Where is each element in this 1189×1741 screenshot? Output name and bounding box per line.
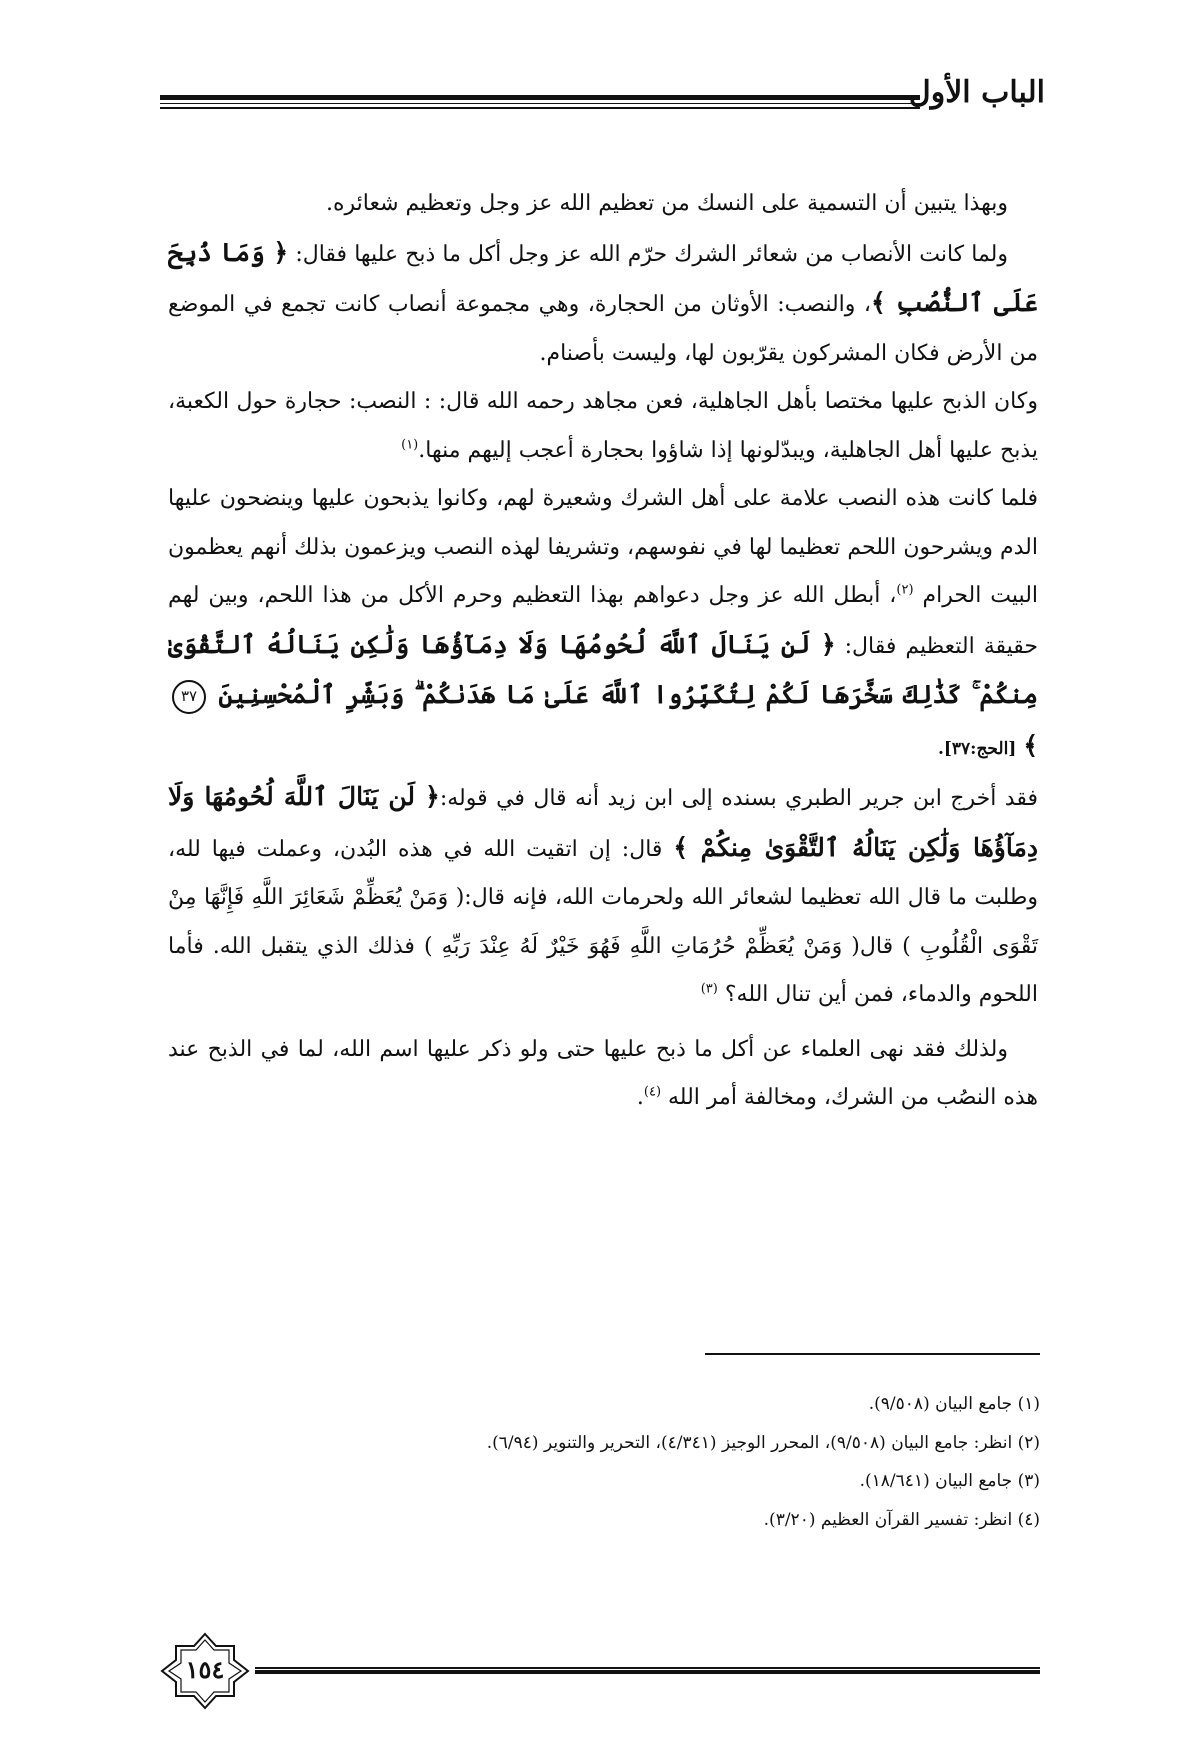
footnote-1: (١) جامع البيان (٩/٥٠٨). <box>868 1394 1040 1414</box>
footnote-ref-2[interactable]: (٢) <box>896 582 914 598</box>
quran-verse-close: ﴾ <box>1023 730 1038 760</box>
paragraph-3 <box>168 378 1038 475</box>
paragraph-5 <box>168 773 1038 1020</box>
footnote-2: (٢) انظر: جامع البيان (٩/٥٠٨)، المحرر الوجيز (٤/٣٤١)، التحرير والتنوير (٦/٩٤). <box>486 1432 1040 1453</box>
paragraph-2-rest: ، والنصب: الأوثان من الحجارة، وهي مجموعة أنصاب كانت تجمع في الموضع من الأرض فكان المشركون يقرّبون لها، وليست بأصنام. <box>168 292 1038 366</box>
footer-rule <box>255 1667 1040 1674</box>
quran-verse-nusub: ﴿ وَمَا ذُبِحَ عَلَى ٱلنُّصُبِ ﴾ <box>168 237 1038 317</box>
paragraph-6-end: . <box>636 1085 644 1110</box>
paragraph-6 <box>168 1026 1038 1123</box>
footnote-ref-3[interactable]: (٣) <box>700 981 718 997</box>
paragraph-2-intro: ولما كانت الأنصاب من شعائر الشرك حرّم الله عز وجل أكل ما ذبح عليها فقال: <box>295 241 1009 267</box>
footnote-ref-1[interactable]: (١) <box>401 437 419 453</box>
paragraph-4-text-b: ، أبطل الله عز وجل دعواهم بهذا التعظيم وحرم الأكل من هذا اللحم، وبين لهم حقيقة التعظيم فقال: <box>168 583 1039 659</box>
header-rule <box>160 95 920 109</box>
paragraph-1: وبهذا يتبين أن التسمية على النسك من تعظيم الله عز وجل وتعظيم شعائره. <box>326 191 1008 216</box>
footnotes <box>168 1385 1040 1539</box>
quran-verse-hajj-37: ﴿ لَن يَنَالَ ٱللَّهَ لُحُومُهَا وَلَا دِمَآؤُهَا وَلَٰكِن يَنَالُهُ ٱلتَّقْوَىٰ مِنكُمْ ۚ كَذَٰلِكَ سَخَّرَهَا لَكُمْ لِتُكَبِّرُوا ٱللَّهَ عَلَىٰ مَا هَدَىٰكُمْ ۗ وَبَشِّرِ ٱلْمُحْسِنِينَ <box>168 629 1038 709</box>
chapter-title: الباب الأول <box>908 75 1045 110</box>
paragraph-4-text-a: فلما كانت هذه النصب علامة على أهل الشرك وشعيرة لهم، وكانوا يذبحون عليها وينضحون عليها الدم ويشرحون اللحم تعظيما لها في نفوسهم، وتشريفا لهذه النصب ويزعمون بذلك أنهم يعظمون البيت الحرام <box>168 486 1039 608</box>
paragraph-3-text: وكان الذبح عليها مختصا بأهل الجاهلية، فعن مجاهد رحمه الله قال: : النصب: حجارة حول الكعبة، يذبح عليها أهل الجاهلية، ويبدّلونها إذا شاؤوا بحجارة أعجب إليهم منها. <box>168 389 1038 463</box>
verse-reference: [الحج:٣٧]. <box>937 738 1017 759</box>
paragraph-5-text-b: قال: إن اتقيت الله في هذه البُدن، وعملت فيها لله، وطلبت ما قال الله تعظيما لشعائر الله ولحرمات الله، فإنه قال:( وَمَنْ يُعَظِّمْ شَعَائِرَ اللَّهِ فَإِنَّهَا مِنْ تَقْوَى الْقُلُوبِ ) قال( وَمَنْ يُعَظِّمْ حُرُمَاتِ اللَّهِ فَهُوَ خَيْرٌ لَهُ عِنْدَ رَبِّهِ ) فذلك الذي يتقبل الله. فأما اللحوم والدماء، فمن أين تنال الله؟ <box>168 836 1038 1007</box>
footnote-3: (٣) جامع البيان (١٨/٦٤١). <box>859 1471 1040 1491</box>
paragraph-2 <box>168 229 1038 379</box>
page-body <box>168 180 1038 1123</box>
paragraph-6-text: ولذلك فقد نهى العلماء عن أكل ما ذبح عليها حتى ولو ذكر عليها اسم الله، لما في الذبح عند هذه النصُب من الشرك، ومخالفة أمر الله <box>168 1036 1038 1110</box>
paragraph-5-text-a: فقد أخرج ابن جرير الطبري بسنده إلى ابن زيد أنه قال في قوله: <box>439 786 1038 811</box>
page-number: ١٥٤ <box>185 1655 225 1684</box>
verse-number-badge: ٣٧ <box>172 680 206 714</box>
footnote-separator <box>705 1353 1040 1355</box>
quran-verse-quote: ﴿ لَن يَنَالَ ٱللَّهَ لُحُومُهَا وَلَا دِمَآؤُهَا وَلَٰكِن يَنَالُهُ ٱلتَّقْوَىٰ مِنكُمْ ﴾ <box>168 782 1038 862</box>
paragraph-4 <box>168 475 1038 773</box>
footnote-ref-4[interactable]: (٤) <box>643 1084 662 1100</box>
footnote-4: (٤) انظر: تفسير القرآن العظيم (٣/٢٠). <box>763 1509 1040 1530</box>
